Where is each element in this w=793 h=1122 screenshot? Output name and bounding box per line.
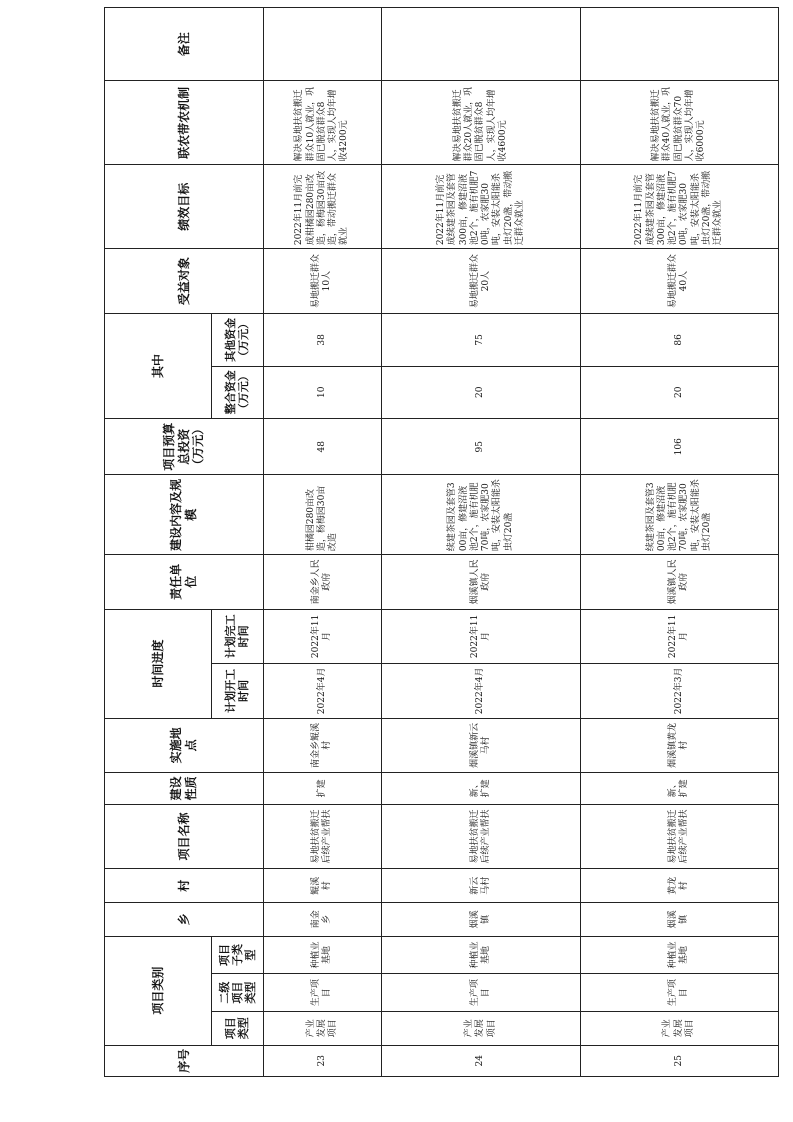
cell-budget: 106 — [580, 418, 778, 475]
cell-seq: 24 — [382, 1045, 580, 1076]
table-row — [580, 8, 778, 1077]
cell-end: 2022年11月 — [580, 609, 778, 664]
cell-nature: 新、扩建 — [382, 773, 580, 804]
cell-name: 易地扶贫搬迁后续产业帮扶 — [580, 804, 778, 869]
header-village: 村 — [105, 869, 264, 903]
cell-budget: 95 — [382, 418, 580, 475]
cell-goal: 2022年11月前完成柑橘园280亩改造，杨梅园30亩改造，带动搬迁群众就业 — [263, 165, 382, 249]
cell-start: 2022年3月 — [580, 664, 778, 718]
header-project-name: 项目名称 — [105, 804, 264, 869]
cell-nature: 扩建 — [263, 773, 382, 804]
cell-end: 2022年11月 — [263, 609, 382, 664]
cell-village: 黄龙村 — [580, 869, 778, 903]
cell-town: 烟溪镇 — [382, 903, 580, 937]
cell-content: 续建茶园及套管300亩，修建沼液池2个，施有机肥70吨，农家肥30吨，安装太阳能杀虫灯20盏 — [580, 475, 778, 555]
cell-cat: 产业发展项目 — [263, 1012, 382, 1046]
cell-level1: 生产项目 — [263, 974, 382, 1012]
header-remark: 备注 — [105, 8, 264, 82]
header-end: 计划完工时间 — [212, 609, 263, 664]
header-budget: 项目预算总投资（万元） — [105, 418, 264, 475]
project-table — [104, 7, 779, 1077]
cell-nature: 新、扩建 — [580, 773, 778, 804]
rotated-table-wrapper — [104, 7, 779, 1077]
cell-level1: 生产项目 — [580, 974, 778, 1012]
header-seq: 序号 — [105, 1045, 264, 1076]
header-unit: 责任单位 — [105, 555, 264, 609]
header-level1: 二级项目类型 — [212, 974, 263, 1012]
cell-unit: 烟溪镇人民政府 — [382, 555, 580, 609]
cell-seq: 23 — [263, 1045, 382, 1076]
cell-remark — [382, 8, 580, 82]
header-sub: 项目子类型 — [212, 936, 263, 974]
table-row — [263, 8, 382, 1077]
cell-content: 续建茶园及套管300亩，修建沼液池2个，施有机肥70吨，农家肥30吨，安装太阳能杀虫灯20盏 — [382, 475, 580, 555]
cell-integrated: 20 — [580, 366, 778, 418]
cell-sub: 种植业基地 — [382, 936, 580, 974]
cell-other: 86 — [580, 314, 778, 366]
header-cat: 项目类型 — [212, 1012, 263, 1046]
header-time-group: 时间进度 — [105, 609, 212, 718]
cell-village: 鲲溪村 — [263, 869, 382, 903]
cell-name: 易地扶贫搬迁后续产业帮扶 — [382, 804, 580, 869]
cell-location: 烟溪镇黄龙村 — [580, 718, 778, 772]
cell-other: 38 — [263, 314, 382, 366]
cell-unit: 烟溪镇人民政府 — [580, 555, 778, 609]
header-mechanism: 联农带农机制 — [105, 81, 264, 165]
cell-cat: 产业发展项目 — [382, 1012, 580, 1046]
cell-budget: 48 — [263, 418, 382, 475]
cell-mechanism: 解决易地扶贫搬迁群众40人就业，巩固已脱贫群众70人，实现人均年增收6000元 — [580, 81, 778, 165]
header-nature: 建设性质 — [105, 773, 264, 804]
cell-sub: 种植业基地 — [580, 936, 778, 974]
cell-goal: 2022年11月前完成续建茶园及套管300亩，修建沼液池2个，施有机肥70吨，农家肥30吨，安装太阳能杀虫灯20盏，带动搬迁群众就业 — [580, 165, 778, 249]
cell-integrated: 20 — [382, 366, 580, 418]
header-among-group: 其中 — [105, 314, 212, 419]
cell-remark — [263, 8, 382, 82]
cell-town: 南金乡 — [263, 903, 382, 937]
header-beneficiary: 受益对象 — [105, 249, 264, 314]
header-goal: 绩效目标 — [105, 165, 264, 249]
cell-start: 2022年4月 — [382, 664, 580, 718]
cell-sub: 种植业基地 — [263, 936, 382, 974]
header-start: 计划开工时间 — [212, 664, 263, 718]
cell-remark — [580, 8, 778, 82]
cell-content: 柑橘园280亩改造，杨梅园30亩改造 — [263, 475, 382, 555]
header-location: 实施地点 — [105, 718, 264, 772]
cell-level1: 生产项目 — [382, 974, 580, 1012]
table-row — [382, 8, 580, 1077]
cell-other: 75 — [382, 314, 580, 366]
cell-start: 2022年4月 — [263, 664, 382, 718]
cell-location: 烟溪镇新云马村 — [382, 718, 580, 772]
cell-town: 烟溪镇 — [580, 903, 778, 937]
cell-goal: 2022年11月前完成续建茶园及套管300亩，修建沼液池2个，施有机肥70吨，农家肥30吨，安装太阳能杀虫灯20盏，带动搬迁群众就业 — [382, 165, 580, 249]
cell-seq: 25 — [580, 1045, 778, 1076]
cell-beneficiary: 易地搬迁群众20人 — [382, 249, 580, 314]
header-category-group: 项目类别 — [105, 936, 212, 1045]
cell-name: 易地扶贫搬迁后续产业帮扶 — [263, 804, 382, 869]
header-content: 建设内容及规模 — [105, 475, 264, 555]
cell-cat: 产业发展项目 — [580, 1012, 778, 1046]
cell-beneficiary: 易地搬迁群众40人 — [580, 249, 778, 314]
header-town: 乡 — [105, 903, 264, 937]
cell-mechanism: 解决易地扶贫搬迁群众10人就业，巩固已脱贫群众8人，实现人均年增收4200元 — [263, 81, 382, 165]
cell-unit: 南金乡人民政府 — [263, 555, 382, 609]
cell-location: 南金乡鲲溪村 — [263, 718, 382, 772]
cell-integrated: 10 — [263, 366, 382, 418]
cell-village: 新云马村 — [382, 869, 580, 903]
cell-mechanism: 解决易地扶贫搬迁群众20人就业，巩固已脱贫群众8人，实现人均年增收4600元 — [382, 81, 580, 165]
cell-end: 2022年11月 — [382, 609, 580, 664]
header-other: 其他资金（万元） — [212, 314, 263, 366]
cell-beneficiary: 易地搬迁群众10人 — [263, 249, 382, 314]
header-integrated: 整合资金（万元） — [212, 366, 263, 418]
